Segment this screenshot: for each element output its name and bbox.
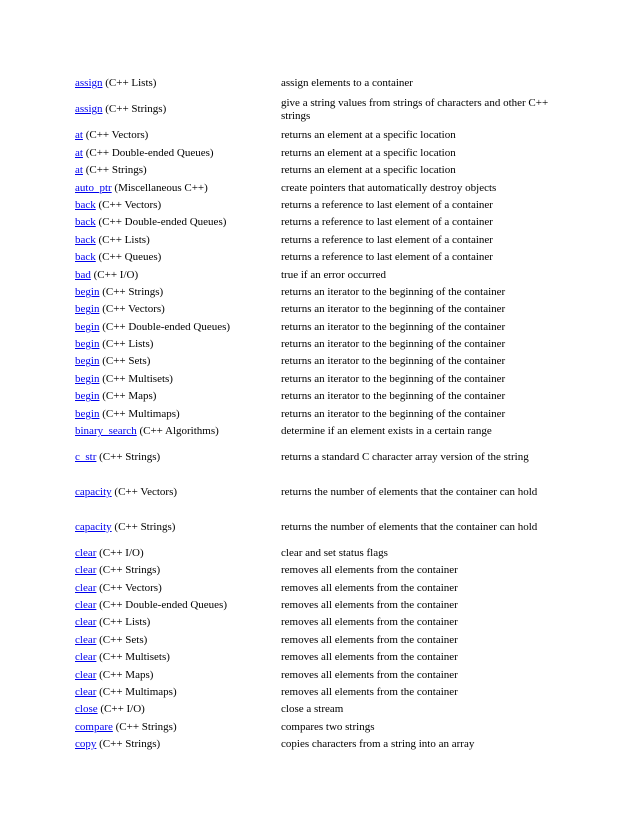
description-cell: compares two strings	[281, 720, 375, 733]
description-cell: close a stream	[281, 703, 344, 716]
description-cell: returns the number of elements that the container can hold	[281, 520, 538, 533]
description-cell: removes all elements from the container	[281, 651, 458, 664]
table-row	[75, 266, 575, 283]
function-cell	[75, 651, 281, 664]
description-cell: returns an iterator to the beginning of the container	[281, 285, 506, 298]
table-row	[75, 440, 575, 475]
description-cell: clear and set status flags	[281, 546, 388, 559]
function-cell	[75, 669, 281, 682]
description-cell: returns an element at a specific location	[281, 146, 456, 159]
description-cell: returns a reference to last element of a container	[281, 198, 493, 211]
description-cell: returns an element at a specific location	[281, 164, 456, 177]
table-row	[75, 736, 575, 753]
table-row	[75, 510, 575, 545]
function-link[interactable]: compare	[75, 720, 113, 733]
function-link[interactable]: begin	[75, 372, 100, 385]
context-label: (C++ I/O)	[96, 546, 144, 559]
table-row	[75, 579, 575, 596]
table-row	[75, 179, 575, 196]
context-label: (C++ Strings)	[96, 738, 161, 751]
description-cell: returns an iterator to the beginning of the container	[281, 320, 506, 333]
function-link[interactable]: begin	[75, 390, 100, 403]
function-link[interactable]: assign	[75, 103, 103, 116]
table-row	[75, 423, 575, 440]
function-link[interactable]: bad	[75, 268, 91, 281]
table-row	[75, 545, 575, 562]
context-label: (C++ Algorithms)	[136, 425, 219, 438]
context-label: (C++ Vectors)	[99, 303, 165, 316]
function-link[interactable]: assign	[75, 77, 103, 90]
table-row	[75, 145, 575, 162]
description-cell: returns an iterator to the beginning of the container	[281, 355, 506, 368]
context-label: (C++ Strings)	[99, 285, 164, 298]
function-link[interactable]: begin	[75, 320, 100, 333]
function-link[interactable]: clear	[75, 546, 97, 559]
function-link[interactable]: clear	[75, 668, 97, 681]
function-cell	[75, 599, 281, 612]
table-row	[75, 214, 575, 231]
table-row	[75, 597, 575, 614]
function-link[interactable]: clear	[75, 633, 97, 646]
description-cell: removes all elements from the container	[281, 668, 458, 681]
description-cell: returns an element at a specific location	[281, 129, 456, 142]
context-label: (C++ Double-ended Queues)	[95, 216, 227, 229]
function-link[interactable]: clear	[75, 564, 97, 577]
function-link[interactable]: c_str	[75, 451, 97, 464]
context-label: (C++ Vectors)	[95, 198, 162, 211]
function-cell	[75, 286, 281, 299]
table-row	[75, 684, 575, 701]
context-label: (C++ Maps)	[99, 390, 157, 403]
table-row	[75, 318, 575, 335]
context-label: (C++ Queues)	[95, 251, 162, 264]
table-row	[75, 127, 575, 144]
function-cell	[75, 199, 281, 212]
function-link[interactable]: capacity	[75, 520, 112, 533]
function-link[interactable]: at	[75, 164, 83, 177]
table-row	[75, 388, 575, 405]
description-cell: returns an iterator to the beginning of the container	[281, 390, 506, 403]
context-label: (C++ Multisets)	[96, 651, 170, 664]
description-cell: returns a reference to last element of a container	[281, 216, 493, 229]
description-cell: assign elements to a container	[281, 77, 413, 90]
context-label: (C++ Double-ended Queues)	[99, 320, 231, 333]
function-cell	[75, 129, 281, 142]
table-row	[75, 614, 575, 631]
function-link[interactable]: clear	[75, 616, 97, 629]
function-link[interactable]: begin	[75, 285, 100, 298]
function-link[interactable]: close	[75, 703, 98, 716]
context-label: (C++ Strings)	[111, 520, 176, 533]
table-row	[75, 301, 575, 318]
table-row	[75, 719, 575, 736]
function-link[interactable]: clear	[75, 651, 97, 664]
table-row	[75, 475, 575, 510]
function-link[interactable]: begin	[75, 338, 100, 351]
context-label: (C++ Double-ended Queues)	[96, 598, 227, 611]
function-cell	[75, 486, 281, 499]
table-row	[75, 405, 575, 422]
function-link[interactable]: at	[75, 146, 83, 159]
function-cell	[75, 321, 281, 334]
function-cell	[75, 77, 281, 90]
function-link[interactable]: back	[75, 251, 96, 264]
description-cell: removes all elements from the container	[281, 616, 458, 629]
function-link[interactable]: capacity	[75, 485, 112, 498]
function-link[interactable]: copy	[75, 738, 97, 751]
function-cell	[75, 338, 281, 351]
description-cell: copies characters from a string into an array	[281, 738, 475, 751]
context-label: (C++ Strings)	[82, 164, 147, 177]
function-cell	[75, 269, 281, 282]
table-row	[75, 649, 575, 666]
context-label: (C++ Double-ended Queues)	[82, 146, 214, 159]
function-cell	[75, 147, 281, 160]
description-cell: true if an error occurred	[281, 268, 387, 281]
description-cell: returns a reference to last element of a container	[281, 233, 493, 246]
function-cell	[75, 303, 281, 316]
function-cell	[75, 686, 281, 699]
table-row	[75, 666, 575, 683]
description-cell: removes all elements from the container	[281, 598, 458, 611]
table-row	[75, 197, 575, 214]
table-row	[75, 336, 575, 353]
table-row	[75, 232, 575, 249]
function-link[interactable]: back	[75, 233, 96, 246]
description-cell: returns an iterator to the beginning of the container	[281, 372, 506, 385]
description-cell: give a string values from strings of characters and other C++ strings	[281, 96, 549, 122]
table-row	[75, 353, 575, 370]
context-label: (C++ Strings)	[96, 564, 161, 577]
function-link[interactable]: clear	[75, 685, 97, 698]
function-link[interactable]: back	[75, 198, 96, 211]
description-cell: returns the number of elements that the container can hold	[281, 485, 538, 498]
context-label: (C++ I/O)	[97, 703, 145, 716]
function-link[interactable]: clear	[75, 581, 97, 594]
context-label: (C++ Multimaps)	[99, 407, 180, 420]
function-cell	[75, 582, 281, 595]
function-cell	[75, 251, 281, 264]
context-label: (C++ Multimaps)	[96, 685, 177, 698]
table-row	[75, 75, 575, 92]
function-link[interactable]: auto_ptr	[75, 181, 112, 194]
context-label: (C++ Strings)	[102, 103, 167, 116]
description-cell: determine if an element exists in a certain range	[281, 425, 492, 438]
function-cell	[75, 634, 281, 647]
description-cell: returns a reference to last element of a container	[281, 251, 493, 264]
function-link[interactable]: clear	[75, 598, 97, 611]
function-link[interactable]: begin	[75, 303, 100, 316]
function-cell	[75, 103, 281, 116]
description-cell: returns an iterator to the beginning of the container	[281, 338, 506, 351]
description-cell: create pointers that automatically destroy objects	[281, 181, 497, 194]
table-row	[75, 249, 575, 266]
function-cell	[75, 451, 281, 464]
table-row	[75, 632, 575, 649]
context-label: (C++ Vectors)	[111, 485, 178, 498]
description-cell: removes all elements from the container	[281, 581, 458, 594]
description-cell: returns a standard C character array version of the string	[281, 451, 529, 464]
context-label: (C++ Lists)	[95, 233, 150, 246]
function-cell	[75, 373, 281, 386]
table-row	[75, 92, 575, 127]
function-reference-table	[75, 75, 575, 753]
function-link[interactable]: at	[75, 129, 83, 142]
context-label: (C++ Vectors)	[82, 129, 149, 142]
context-label: (C++ Sets)	[99, 355, 151, 368]
function-cell	[75, 216, 281, 229]
context-label: (C++ Lists)	[96, 616, 151, 629]
context-label: (C++ Multisets)	[99, 372, 173, 385]
description-cell: returns an iterator to the beginning of the container	[281, 303, 506, 316]
table-row	[75, 284, 575, 301]
function-cell	[75, 564, 281, 577]
function-cell	[75, 703, 281, 716]
description-cell: removes all elements from the container	[281, 633, 458, 646]
function-cell	[75, 164, 281, 177]
function-cell	[75, 425, 281, 438]
context-label: (C++ I/O)	[90, 268, 139, 281]
table-row	[75, 701, 575, 718]
context-label: (C++ Lists)	[99, 338, 154, 351]
context-label: (C++ Lists)	[102, 77, 157, 90]
function-link[interactable]: back	[75, 216, 96, 229]
table-row	[75, 162, 575, 179]
function-link[interactable]: begin	[75, 407, 100, 420]
function-cell	[75, 408, 281, 421]
description-cell: removes all elements from the container	[281, 564, 458, 577]
function-link[interactable]: begin	[75, 355, 100, 368]
context-label: (C++ Strings)	[112, 720, 177, 733]
context-label: (C++ Strings)	[96, 451, 161, 464]
context-label: (Miscellaneous C++)	[111, 181, 208, 194]
function-cell	[75, 721, 281, 734]
context-label: (C++ Sets)	[96, 633, 148, 646]
context-label: (C++ Vectors)	[96, 581, 162, 594]
function-cell	[75, 521, 281, 534]
function-cell	[75, 616, 281, 629]
description-cell: removes all elements from the container	[281, 685, 458, 698]
table-row	[75, 371, 575, 388]
function-cell	[75, 738, 281, 751]
description-cell: returns an iterator to the beginning of the container	[281, 407, 506, 420]
function-cell	[75, 355, 281, 368]
function-cell	[75, 547, 281, 560]
table-row	[75, 562, 575, 579]
function-link[interactable]: binary_search	[75, 425, 137, 438]
function-cell	[75, 234, 281, 247]
function-cell	[75, 390, 281, 403]
context-label: (C++ Maps)	[96, 668, 154, 681]
function-cell	[75, 182, 281, 195]
